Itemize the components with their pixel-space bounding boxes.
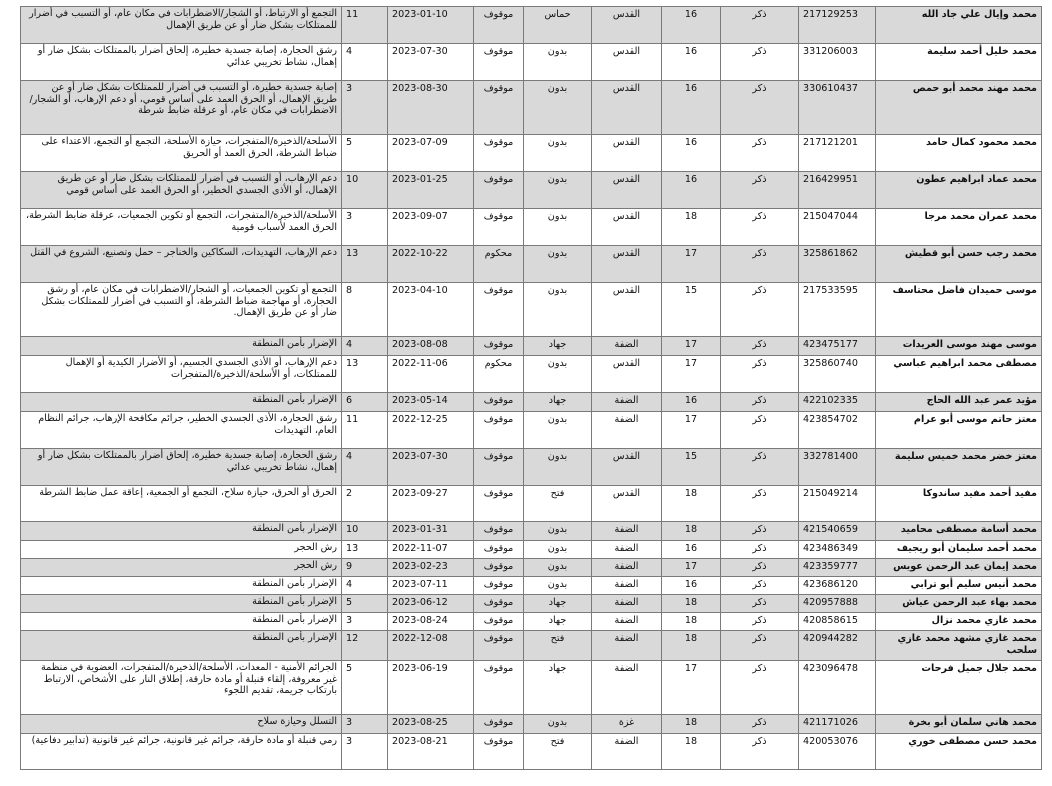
cell-name: مصطفى محمد ابراهيم عباسي — [876, 356, 1042, 393]
cell-status: موقوف — [474, 81, 524, 135]
cell-count: 5 — [342, 135, 388, 172]
cell-age: 18 — [662, 734, 721, 770]
cell-date: 2023-04-10 — [388, 283, 474, 337]
cell-status: محكوم — [474, 246, 524, 283]
cell-charges: التجمع أو الارتباط، أو الشجار/الاضطرابات في مكان عام، أو التسبب في أضرار للممتلكات بشكل ضار أو عن طريق الإهمال — [21, 7, 342, 44]
cell-id: 216429951 — [799, 172, 876, 209]
cell-id: 423096478 — [799, 661, 876, 715]
cell-region: الضفة — [592, 595, 662, 613]
table-row — [21, 246, 1042, 283]
cell-age: 18 — [662, 715, 721, 734]
cell-status: موقوف — [474, 449, 524, 486]
cell-gender: ذكر — [721, 393, 799, 412]
cell-date: 2023-07-30 — [388, 449, 474, 486]
cell-date: 2022-11-06 — [388, 356, 474, 393]
table-row — [21, 595, 1042, 613]
cell-gender: ذكر — [721, 577, 799, 595]
cell-id: 325861862 — [799, 246, 876, 283]
cell-gender: ذكر — [721, 631, 799, 661]
table-row — [21, 412, 1042, 449]
cell-count: 4 — [342, 337, 388, 356]
cell-charges: الأسلحة/الذخيرة/المتفجرات، حيازة الأسلحة، التجمع أو التجمع، الاعتداء على ضباط الشرطة، الحرق العمد أو الحريق — [21, 135, 342, 172]
cell-charges: رش الحجر — [21, 541, 342, 559]
cell-affiliation: فتح — [524, 631, 592, 661]
cell-count: 11 — [342, 412, 388, 449]
cell-count: 4 — [342, 577, 388, 595]
cell-affiliation: جهاد — [524, 613, 592, 631]
cell-gender: ذكر — [721, 412, 799, 449]
cell-charges: إصابة جسدية خطيرة، أو التسبب في أضرار للممتلكات بشكل ضار أو عن طريق الإهمال، أو الحرق العمد على أساس قومي، أو دعم الإرهاب، أو الشجار/الاضطرابات في مكان عام، أو عرقلة ضابط شرطة — [21, 81, 342, 135]
cell-status: موقوف — [474, 337, 524, 356]
cell-id: 422102335 — [799, 393, 876, 412]
cell-gender: ذكر — [721, 734, 799, 770]
cell-name: موسى حميدان فاضل محتاسف — [876, 283, 1042, 337]
cell-id: 420957888 — [799, 595, 876, 613]
cell-age: 18 — [662, 595, 721, 613]
table-row — [21, 577, 1042, 595]
cell-affiliation: بدون — [524, 715, 592, 734]
cell-count: 9 — [342, 559, 388, 577]
cell-affiliation: بدون — [524, 356, 592, 393]
cell-name: مؤيد عمر عبد الله الحاج — [876, 393, 1042, 412]
cell-age: 16 — [662, 172, 721, 209]
cell-count: 10 — [342, 172, 388, 209]
cell-name: محمد جلال جميل فرحات — [876, 661, 1042, 715]
cell-region: القدس — [592, 449, 662, 486]
cell-charges: الإضرار بأمن المنطقة — [21, 577, 342, 595]
cell-date: 2022-10-22 — [388, 246, 474, 283]
cell-charges: الحرق أو الحرق، حيازة سلاح، التجمع أو الجمعية، إعاقة عمل ضابط الشرطة — [21, 486, 342, 522]
cell-age: 18 — [662, 631, 721, 661]
cell-gender: ذكر — [721, 7, 799, 44]
cell-age: 17 — [662, 661, 721, 715]
cell-status: موقوف — [474, 522, 524, 541]
cell-count: 3 — [342, 81, 388, 135]
table-row — [21, 356, 1042, 393]
cell-name: محمد عمران محمد مرجا — [876, 209, 1042, 246]
cell-name: محمد إيمان عبد الرحمن عويس — [876, 559, 1042, 577]
cell-gender: ذكر — [721, 209, 799, 246]
cell-charges: الجرائم الأمنية - المعدات، الأسلحة/الذخيرة/المتفجرات، العضوية في منظمة غير معروفة، إلقاء قنبلة أو مادة حارقة، إطلاق النار على الأشخاص، الارتباط بارتكاب جريمة، تقديم اللجوء — [21, 661, 342, 715]
cell-date: 2023-01-31 — [388, 522, 474, 541]
cell-affiliation: بدون — [524, 412, 592, 449]
cell-region: الضفة — [592, 541, 662, 559]
cell-count: 8 — [342, 283, 388, 337]
cell-affiliation: بدون — [524, 209, 592, 246]
cell-gender: ذكر — [721, 172, 799, 209]
cell-affiliation: جهاد — [524, 393, 592, 412]
cell-name: محمد محمود كمال حامد — [876, 135, 1042, 172]
cell-date: 2023-06-12 — [388, 595, 474, 613]
cell-id: 215047044 — [799, 209, 876, 246]
cell-date: 2023-08-21 — [388, 734, 474, 770]
cell-gender: ذكر — [721, 595, 799, 613]
cell-count: 4 — [342, 449, 388, 486]
cell-status: موقوف — [474, 595, 524, 613]
cell-gender: ذكر — [721, 715, 799, 734]
cell-gender: ذكر — [721, 613, 799, 631]
cell-name: محمد هاني سلمان أبو بخرة — [876, 715, 1042, 734]
cell-date: 2023-01-10 — [388, 7, 474, 44]
cell-status: موقوف — [474, 541, 524, 559]
cell-gender: ذكر — [721, 135, 799, 172]
cell-status: موقوف — [474, 283, 524, 337]
cell-id: 423475177 — [799, 337, 876, 356]
cell-region: الضفة — [592, 522, 662, 541]
cell-region: الضفة — [592, 613, 662, 631]
cell-count: 13 — [342, 246, 388, 283]
cell-count: 13 — [342, 356, 388, 393]
cell-region: القدس — [592, 486, 662, 522]
cell-region: القدس — [592, 81, 662, 135]
cell-charges: التسلل وحيازة سلاح — [21, 715, 342, 734]
cell-name: محمد خليل أحمد سليمة — [876, 44, 1042, 81]
cell-charges: دعم الإرهاب، أو الأذى الجسدي الجسيم، أو الأضرار الكيدية أو الإهمال للممتلكات، أو الأسلحة/الذخيرة/المتفجرات — [21, 356, 342, 393]
cell-age: 16 — [662, 81, 721, 135]
cell-date: 2023-07-09 — [388, 135, 474, 172]
cell-count: 6 — [342, 393, 388, 412]
cell-gender: ذكر — [721, 486, 799, 522]
cell-age: 16 — [662, 135, 721, 172]
cell-region: القدس — [592, 209, 662, 246]
cell-gender: ذكر — [721, 522, 799, 541]
cell-name: محمد غازي محمد نزال — [876, 613, 1042, 631]
cell-status: موقوف — [474, 7, 524, 44]
cell-id: 215049214 — [799, 486, 876, 522]
cell-region: الضفة — [592, 577, 662, 595]
cell-date: 2022-11-07 — [388, 541, 474, 559]
table-row — [21, 209, 1042, 246]
cell-age: 15 — [662, 283, 721, 337]
cell-status: موقوف — [474, 577, 524, 595]
cell-gender: ذكر — [721, 81, 799, 135]
cell-age: 16 — [662, 541, 721, 559]
cell-status: موقوف — [474, 172, 524, 209]
cell-name: محمد أسامة مصطفى محاميد — [876, 522, 1042, 541]
cell-affiliation: بدون — [524, 283, 592, 337]
cell-date: 2022-12-25 — [388, 412, 474, 449]
cell-charges: رشق الحجارة، الأذى الجسدي الخطير، جرائم مكافحة الإرهاب، جرائم النظام العام، التهديدات — [21, 412, 342, 449]
cell-name: محمد رجب حسن أبو قطيش — [876, 246, 1042, 283]
cell-name: محمد عماد ابراهيم عطون — [876, 172, 1042, 209]
cell-name: معتز حاتم موسى أبو عرام — [876, 412, 1042, 449]
table-row — [21, 135, 1042, 172]
cell-count: 10 — [342, 522, 388, 541]
cell-id: 217533595 — [799, 283, 876, 337]
table-row — [21, 81, 1042, 135]
table-row — [21, 613, 1042, 631]
cell-age: 17 — [662, 246, 721, 283]
table-row — [21, 172, 1042, 209]
cell-gender: ذكر — [721, 337, 799, 356]
cell-region: القدس — [592, 283, 662, 337]
cell-age: 16 — [662, 44, 721, 81]
cell-age: 17 — [662, 412, 721, 449]
cell-count: 5 — [342, 661, 388, 715]
cell-id: 420053076 — [799, 734, 876, 770]
table-row — [21, 734, 1042, 770]
cell-gender: ذكر — [721, 356, 799, 393]
cell-date: 2023-09-27 — [388, 486, 474, 522]
cell-count: 11 — [342, 7, 388, 44]
cell-status: موقوف — [474, 715, 524, 734]
cell-region: الضفة — [592, 337, 662, 356]
cell-name: محمد مهند محمد أبو حمص — [876, 81, 1042, 135]
cell-age: 17 — [662, 356, 721, 393]
cell-age: 18 — [662, 486, 721, 522]
cell-id: 331206003 — [799, 44, 876, 81]
cell-status: موقوف — [474, 613, 524, 631]
cell-date: 2023-06-19 — [388, 661, 474, 715]
cell-id: 325860740 — [799, 356, 876, 393]
cell-affiliation: فتح — [524, 486, 592, 522]
table-row — [21, 715, 1042, 734]
cell-region: غزة — [592, 715, 662, 734]
cell-charges: الإضرار بأمن المنطقة — [21, 631, 342, 661]
cell-id: 217129253 — [799, 7, 876, 44]
cell-id: 423854702 — [799, 412, 876, 449]
table-row — [21, 7, 1042, 44]
cell-date: 2023-02-23 — [388, 559, 474, 577]
cell-name: محمد بهاء عبد الرحمن عياش — [876, 595, 1042, 613]
cell-age: 17 — [662, 559, 721, 577]
cell-count: 13 — [342, 541, 388, 559]
cell-status: موقوف — [474, 661, 524, 715]
cell-count: 2 — [342, 486, 388, 522]
cell-id: 421171026 — [799, 715, 876, 734]
cell-status: موقوف — [474, 734, 524, 770]
cell-charges: رمي قنبلة أو مادة حارقة، جرائم غير قانونية، جرائم غير قانونية (تدابير دفاعية) — [21, 734, 342, 770]
cell-gender: ذكر — [721, 661, 799, 715]
cell-gender: ذكر — [721, 559, 799, 577]
cell-date: 2023-08-08 — [388, 337, 474, 356]
cell-charges: الإضرار بأمن المنطقة — [21, 337, 342, 356]
cell-affiliation: بدون — [524, 81, 592, 135]
cell-affiliation: بدون — [524, 559, 592, 577]
cell-region: القدس — [592, 135, 662, 172]
cell-status: موقوف — [474, 393, 524, 412]
cell-affiliation: بدون — [524, 541, 592, 559]
cell-age: 16 — [662, 393, 721, 412]
cell-charges: رشق الحجارة، إصابة جسدية خطيرة، إلحاق أضرار بالممتلكات بشكل ضار أو إهمال، نشاط تخريبي عدائي — [21, 44, 342, 81]
cell-name: محمد وإيال علي جاد الله — [876, 7, 1042, 44]
cell-gender: ذكر — [721, 246, 799, 283]
cell-region: الضفة — [592, 559, 662, 577]
cell-date: 2023-07-30 — [388, 44, 474, 81]
cell-name: محمد أنيس سليم أبو ترابي — [876, 577, 1042, 595]
cell-age: 18 — [662, 522, 721, 541]
cell-count: 4 — [342, 44, 388, 81]
cell-gender: ذكر — [721, 541, 799, 559]
cell-id: 423686120 — [799, 577, 876, 595]
cell-age: 18 — [662, 209, 721, 246]
table-row — [21, 393, 1042, 412]
cell-date: 2023-08-25 — [388, 715, 474, 734]
cell-gender: ذكر — [721, 449, 799, 486]
cell-id: 420944282 — [799, 631, 876, 661]
cell-affiliation: حماس — [524, 7, 592, 44]
cell-date: 2023-01-25 — [388, 172, 474, 209]
cell-age: 16 — [662, 577, 721, 595]
cell-status: موقوف — [474, 486, 524, 522]
cell-region: القدس — [592, 7, 662, 44]
cell-region: القدس — [592, 356, 662, 393]
cell-name: محمد غازي مشهد محمد غازي سلحب — [876, 631, 1042, 661]
cell-status: موقوف — [474, 44, 524, 81]
cell-status: موقوف — [474, 412, 524, 449]
cell-region: القدس — [592, 172, 662, 209]
cell-status: محكوم — [474, 356, 524, 393]
table-row — [21, 283, 1042, 337]
cell-region: القدس — [592, 246, 662, 283]
cell-count: 5 — [342, 595, 388, 613]
cell-name: محمد حسن مصطفى خوري — [876, 734, 1042, 770]
cell-affiliation: بدون — [524, 172, 592, 209]
table-row — [21, 661, 1042, 715]
table-row — [21, 449, 1042, 486]
cell-name: معتز خضر محمد خميس سليمة — [876, 449, 1042, 486]
cell-charges: رشق الحجارة، إصابة جسدية خطيرة، إلحاق أضرار بالممتلكات بشكل ضار أو إهمال، نشاط تخريبي عدائي — [21, 449, 342, 486]
cell-count: 3 — [342, 209, 388, 246]
cell-affiliation: جهاد — [524, 337, 592, 356]
cell-affiliation: بدون — [524, 135, 592, 172]
cell-date: 2023-08-30 — [388, 81, 474, 135]
cell-name: مفيد أحمد مفيد ساندوكا — [876, 486, 1042, 522]
table-row — [21, 559, 1042, 577]
cell-charges: دعم الإرهاب، أو التسبب في أضرار للممتلكات بشكل ضار أو عن طريق الإهمال، أو الأذى الجسدي الخطير، أو الحرق العمد على أساس قومي — [21, 172, 342, 209]
cell-count: 3 — [342, 613, 388, 631]
cell-id: 330610437 — [799, 81, 876, 135]
cell-status: موقوف — [474, 135, 524, 172]
cell-charges: الأسلحة/الذخيرة/المتفجرات، التجمع أو تكوين الجمعيات، عرقلة ضابط الشرطة، الحرق العمد لأسباب قومية — [21, 209, 342, 246]
cell-region: الضفة — [592, 393, 662, 412]
cell-status: موقوف — [474, 631, 524, 661]
cell-region: الضفة — [592, 734, 662, 770]
cell-date: 2023-05-14 — [388, 393, 474, 412]
cell-affiliation: فتح — [524, 734, 592, 770]
cell-age: 18 — [662, 613, 721, 631]
cell-count: 3 — [342, 715, 388, 734]
cell-affiliation: بدون — [524, 522, 592, 541]
table-row — [21, 486, 1042, 522]
cell-region: القدس — [592, 44, 662, 81]
cell-charges: الإضرار بأمن المنطقة — [21, 393, 342, 412]
cell-charges: رش الحجر — [21, 559, 342, 577]
table-row — [21, 44, 1042, 81]
cell-id: 421540659 — [799, 522, 876, 541]
cell-id: 423359777 — [799, 559, 876, 577]
cell-affiliation: بدون — [524, 44, 592, 81]
cell-name: محمد أحمد سليمان أبو ريجيف — [876, 541, 1042, 559]
table-row — [21, 541, 1042, 559]
cell-id: 420858615 — [799, 613, 876, 631]
cell-gender: ذكر — [721, 44, 799, 81]
cell-count: 3 — [342, 734, 388, 770]
cell-date: 2023-07-11 — [388, 577, 474, 595]
cell-charges: الإضرار بأمن المنطقة — [21, 522, 342, 541]
cell-charges: الإضرار بأمن المنطقة — [21, 613, 342, 631]
detainee-table — [20, 6, 1042, 770]
cell-region: الضفة — [592, 631, 662, 661]
cell-affiliation: بدون — [524, 246, 592, 283]
cell-affiliation: جهاد — [524, 595, 592, 613]
cell-region: الضفة — [592, 661, 662, 715]
cell-age: 16 — [662, 7, 721, 44]
cell-status: موقوف — [474, 209, 524, 246]
cell-name: موسى مهند موسى العريدات — [876, 337, 1042, 356]
cell-status: موقوف — [474, 559, 524, 577]
cell-age: 17 — [662, 337, 721, 356]
cell-region: الضفة — [592, 412, 662, 449]
cell-count: 12 — [342, 631, 388, 661]
cell-date: 2022-12-08 — [388, 631, 474, 661]
cell-charges: التجمع أو تكوين الجمعيات، أو الشجار/الاضطرابات في مكان عام، أو رشق الحجارة، أو مهاجمة ضباط الشرطة، أو التسبب في أضرار للممتلكات بشكل ضار أو عن طريق الإهمال. — [21, 283, 342, 337]
cell-charges: الإضرار بأمن المنطقة — [21, 595, 342, 613]
cell-date: 2023-09-07 — [388, 209, 474, 246]
table-row — [21, 631, 1042, 661]
cell-id: 217121201 — [799, 135, 876, 172]
cell-id: 423486349 — [799, 541, 876, 559]
table-row — [21, 337, 1042, 356]
cell-gender: ذكر — [721, 283, 799, 337]
cell-affiliation: بدون — [524, 449, 592, 486]
cell-charges: دعم الإرهاب، التهديدات، السكاكين والخناجر – حمل وتصنيع، الشروع في القتل — [21, 246, 342, 283]
cell-affiliation: بدون — [524, 577, 592, 595]
table-row — [21, 522, 1042, 541]
cell-affiliation: جهاد — [524, 661, 592, 715]
cell-age: 15 — [662, 449, 721, 486]
cell-date: 2023-08-24 — [388, 613, 474, 631]
cell-id: 332781400 — [799, 449, 876, 486]
